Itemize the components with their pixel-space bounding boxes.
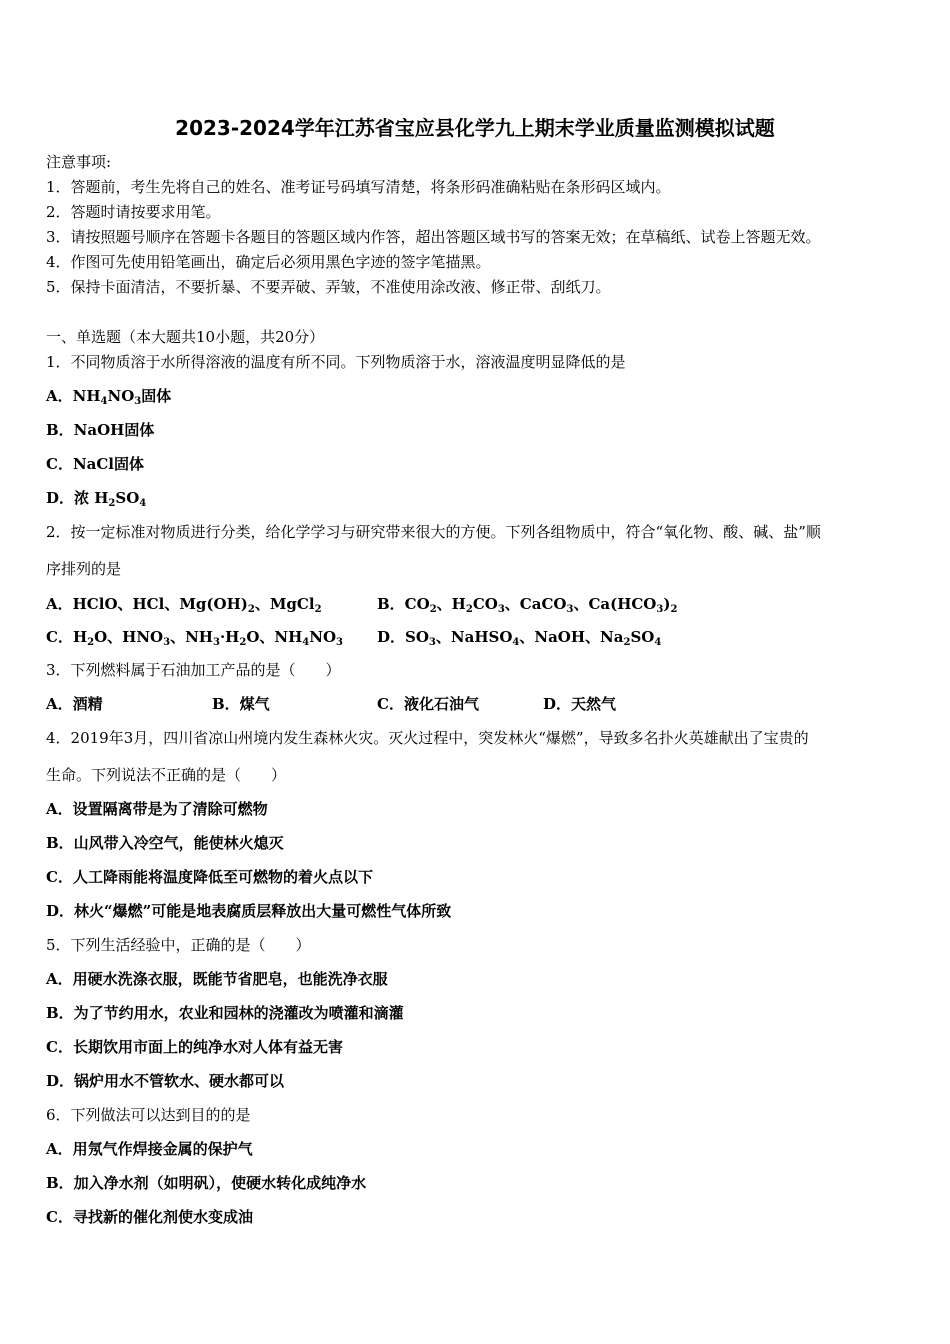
question-4-stem-cont: 生命。下列说法不正确的是（ ） [46, 766, 287, 784]
page-title: 2023-2024学年江苏省宝应县化学九上期末学业质量监测模拟试题 [175, 116, 775, 140]
question-4-option-d: D．林火“爆燃”可能是地表腐质层释放出大量可燃性气体所致 [46, 902, 452, 920]
question-1-option-a: A．$NH_4NO_3$固体 [46, 387, 172, 407]
question-1-option-c: C．NaCl固体 [46, 455, 145, 473]
question-6-option-b: B．加入净水剂（如明矾），使硬水转化成纯净水 [46, 1174, 367, 1192]
question-2-stem: 2．按一定标准对物质进行分类，给化学学习与研究带来很大的方便。下列各组物质中，符合“氧化物、酸、碱、盐”顺 [46, 523, 821, 541]
question-2-option-a: A．HClO、HCl、$Mg(OH)_2$、MgCl$_2$ [46, 595, 322, 615]
question-3-option-c: C．液化石油气 [377, 695, 479, 713]
section-heading: 一、单选题（本大题共10小题，共20分） [46, 328, 325, 346]
question-6-stem: 6．下列做法可以达到目的的是 [46, 1106, 251, 1124]
question-3-option-a: A．酒精 [46, 695, 103, 713]
question-5-stem: 5．下列生活经验中，正确的是（ ） [46, 936, 311, 954]
question-2-option-d: D．$SO_3$、NaHSO$_4$、NaOH、$Na_2SO_4$ [377, 628, 662, 648]
question-3-stem: 3．下列燃料属于石油加工产品的是（ ） [46, 661, 341, 679]
question-3-option-d: D．天然气 [543, 695, 617, 713]
question-2-stem-cont: 序排列的是 [46, 560, 122, 578]
question-5-option-b: B．为了节约用水，农业和园林的浇灌改为喷灌和滴灌 [46, 1004, 404, 1022]
question-4-option-c: C．人工降雨能将温度降低至可燃物的着火点以下 [46, 868, 373, 886]
question-5-option-c: C．长期饮用市面上的纯净水对人体有益无害 [46, 1038, 343, 1056]
notice-item: 4．作图可先使用铅笔画出，确定后必须用黑色字迹的签字笔描黑。 [46, 253, 491, 271]
question-3-option-b: B．煤气 [212, 695, 270, 713]
question-6-option-c: C．寻找新的催化剂使水变成油 [46, 1208, 253, 1226]
question-1-option-d: D．浓 $H_2SO_4$ [46, 489, 147, 509]
question-2-option-b: B．$CO_2$、$H_2CO_3$、CaCO$_3$、$Ca(HCO_3)_2$ [377, 595, 678, 615]
notice-item: 2．答题时请按要求用笔。 [46, 203, 221, 221]
notice-heading: 注意事项: [46, 153, 112, 171]
notice-item: 5．保持卡面清洁，不要折暴、不要弄破、弄皱，不准使用涂改液、修正带、刮纸刀。 [46, 278, 611, 296]
question-2-option-c: C．$H_2O$、$HNO_3$、$NH_3\cdot H_2O$、$NH_4NO_3$ [46, 628, 343, 648]
question-4-option-a: A．设置隔离带是为了清除可燃物 [46, 800, 268, 818]
question-4-option-b: B．山风带入冷空气，能使林火熄灭 [46, 834, 284, 852]
question-5-option-a: A．用硬水洗涤衣服，既能节省肥皂，也能洗净衣服 [46, 970, 388, 988]
question-4-stem: 4．2019年3月，四川省凉山州境内发生森林火灾。灭火过程中，突发林火“爆燃”，导致多名扑火英雄献出了宝贵的 [46, 729, 809, 747]
question-5-option-d: D．锅炉用水不管软水、硬水都可以 [46, 1072, 285, 1090]
question-1-option-b: B．NaOH固体 [46, 421, 155, 439]
question-1-stem: 1．不同物质溶于水所得溶液的温度有所不同。下列物质溶于水，溶液温度明显降低的是 [46, 353, 626, 371]
notice-item: 1．答题前，考生先将自己的姓名、准考证号码填写清楚，将条形码准确粘贴在条形码区域内。 [46, 178, 671, 196]
question-6-option-a: A．用氖气作焊接金属的保护气 [46, 1140, 253, 1158]
notice-item: 3．请按照题号顺序在答题卡各题目的答题区域内作答，超出答题区域书写的答案无效；在草稿纸、试卷上答题无效。 [46, 228, 821, 246]
